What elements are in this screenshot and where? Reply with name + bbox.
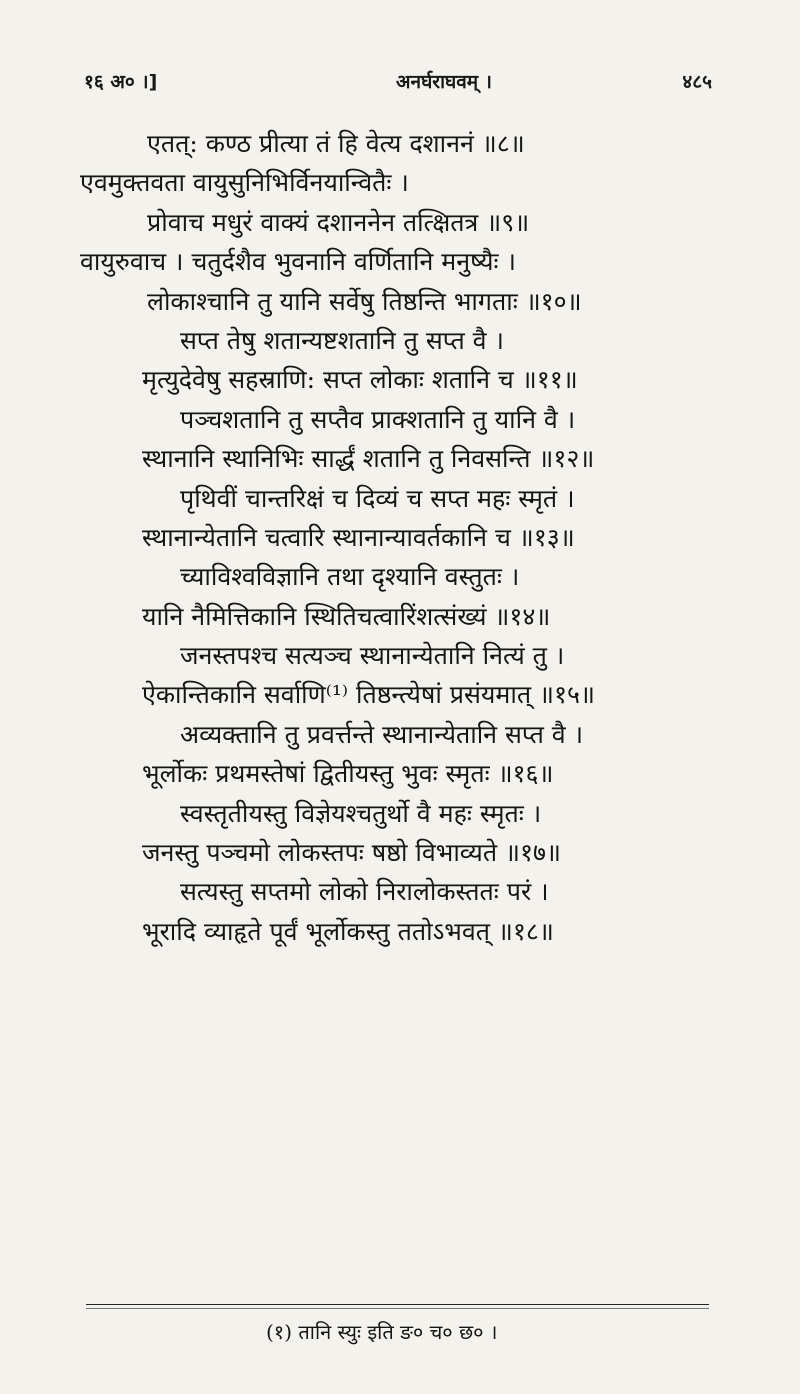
verse-line: एवमुक्तवता वायुसुनिभिर्विनयान्वितैः ।: [80, 168, 409, 198]
verse-line: जनस्तपश्च सत्यञ्च स्थानान्येतानि नित्यं तु ।: [180, 641, 565, 671]
verse-line: पञ्चशतानि तु सप्तैव प्राक्शतानि तु यानि वै ।: [180, 404, 576, 434]
verse-line: भूर्लोकः प्रथमस्तेषां द्वितीयस्तु भुवः स्मृतः ॥१६॥: [142, 759, 554, 789]
verse-text: [80, 124, 730, 951]
verse-line: स्वस्तृतीयस्तु विज्ञेयश्चतुर्थो वै महः स्मृतः ।: [180, 798, 542, 828]
verse-line: पृथिवीं चान्तरिक्षं च दिव्यं च सप्त महः स्मृतं ।: [180, 483, 575, 513]
page-header: [84, 68, 712, 102]
verse-line: च्याविश्वविज्ञानि तथा दृश्यानि वस्तुतः ।: [180, 562, 520, 592]
footnote-divider-thin: [86, 1308, 709, 1309]
verse-line: ऐकान्तिकानि सर्वाणि⁽¹⁾ तिष्ठन्त्येषां प्रसंयमात् ॥१५॥: [142, 680, 595, 710]
verse-line: स्थानान्येतानि चत्वारि स्थानान्यावर्तकानि च ॥१३॥: [142, 522, 575, 552]
verse-line: वायुरुवाच । चतुर्दशैव भुवनानि वर्णितानि मनुष्यैः ।: [80, 247, 516, 277]
footnote-divider: [86, 1304, 709, 1305]
verse-line: प्रोवाच मधुरं वाक्यं दशाननेन तत्क्षितत्र ॥९॥: [147, 207, 530, 237]
verse-line: अव्यक्तानि तु प्रवर्त्तन्ते स्थानान्येतानि सप्त वै ।: [180, 719, 584, 749]
running-title: अनर्घराघवम् ।: [396, 71, 492, 93]
verse-line: एतत्: कण्ठ प्रीत्या तं हि वेत्य दशाननं ॥८॥: [147, 129, 525, 158]
verse-line: स्थानानि स्थानिभिः सार्द्धं शतानि तु निवसन्ति ॥१२॥: [142, 444, 595, 474]
verse-line: लोकाश्चानि तु यानि सर्वेषु तिष्ठन्ति भागताः ॥१०॥: [147, 286, 582, 316]
verse-line: सप्त तेषु शतान्यष्टशतानि तु सप्त वै ।: [180, 325, 504, 355]
footnote: (१) तानि स्युः इति ङ० च० छ० ।: [266, 1320, 498, 1344]
verse-line: सत्यस्तु सप्तमो लोको निरालोकस्ततः परं ।: [180, 877, 549, 907]
verse-line: मृत्युदेवेषु सहस्राणि: सप्त लोकाः शतानि च ॥११॥: [142, 365, 578, 395]
header-left: १६ अ० ।]: [84, 71, 158, 93]
verse-line: यानि नैमित्तिकानि स्थितिचत्वारिंशत्संख्यं ॥१४॥: [142, 601, 551, 631]
page-number: ४८५: [682, 71, 712, 93]
verse-line: जनस्तु पञ्चमो लोकस्तपः षष्ठो विभाव्यते ॥१७॥: [142, 838, 561, 868]
verse-line: भूरादि व्याहृते पूर्वं भूर्लोकस्तु ततोऽभवत् ॥१८॥: [142, 916, 554, 946]
